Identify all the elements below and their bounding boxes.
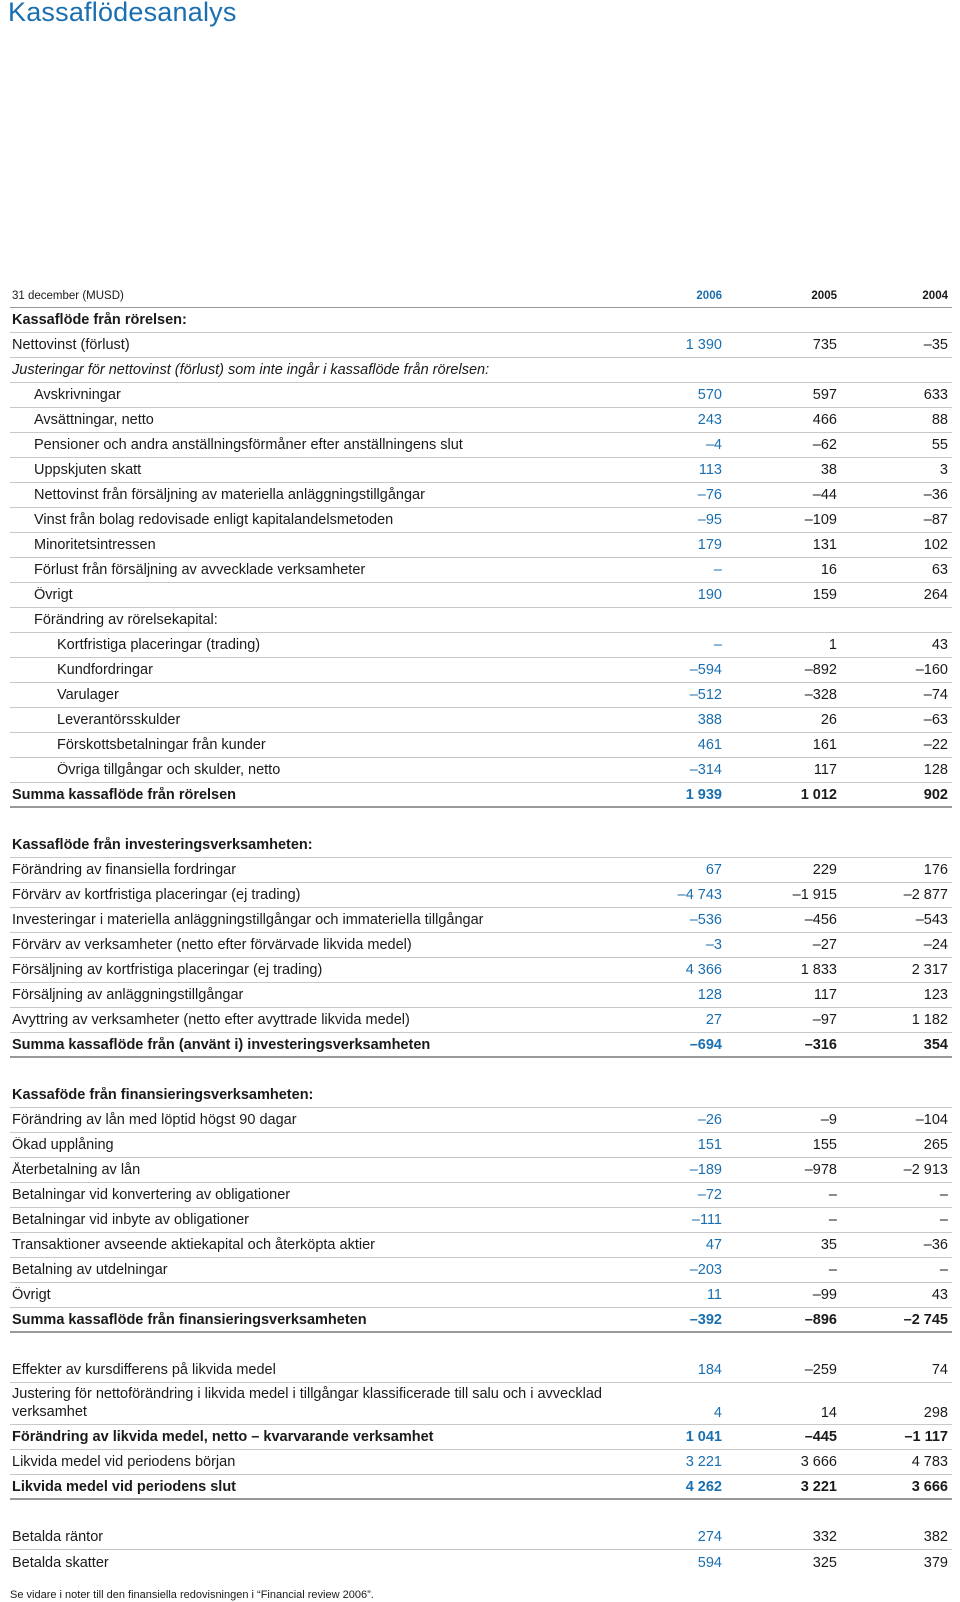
value-2004: 3 [939, 462, 948, 478]
value-2004: 633 [923, 387, 948, 403]
value-2004: 43 [931, 637, 948, 653]
table-row [10, 1425, 952, 1450]
row-label: Kortfristiga placeringar (trading) [57, 637, 261, 653]
total-row [10, 1475, 952, 1500]
section-spacer [10, 1058, 952, 1083]
table-row [10, 1208, 952, 1233]
value-2006: –392 [689, 1311, 722, 1328]
row-label: Försäljning av kortfristiga placeringar (ej trading) [12, 962, 323, 978]
value-2006: 47 [705, 1237, 722, 1253]
value-2004: 298 [923, 1405, 948, 1421]
value-2006: 113 [698, 462, 722, 478]
value-2006: 1 939 [685, 786, 722, 803]
table-row [10, 433, 952, 458]
value-2006: 274 [697, 1529, 722, 1545]
value-2006: –203 [689, 1262, 722, 1278]
value-2004: –2 877 [903, 887, 948, 903]
value-2006: 4 [713, 1405, 722, 1421]
section-heading-row [10, 308, 952, 333]
value-2005: 229 [812, 862, 837, 878]
value-2005: –99 [812, 1287, 837, 1303]
value-2004: 128 [923, 762, 948, 778]
value-2006: 243 [697, 412, 722, 428]
value-2006: – [713, 637, 722, 653]
row-label: Förändring av likvida medel, netto – kvarvarande verksamhet [12, 1429, 434, 1445]
table-row [10, 1008, 952, 1033]
value-2004: –36 [923, 487, 948, 503]
value-2004: 55 [931, 437, 948, 453]
value-2005: –259 [804, 1362, 837, 1378]
value-2006: –95 [697, 512, 722, 528]
total-row [10, 783, 952, 808]
value-2004: 382 [923, 1529, 948, 1545]
value-2005: 325 [812, 1554, 837, 1571]
table-row [10, 683, 952, 708]
value-2006: 461 [697, 737, 722, 753]
value-2006: 190 [697, 587, 722, 603]
value-2005: –978 [804, 1162, 837, 1178]
table-row [10, 1133, 952, 1158]
header-year-2004: 2004 [922, 289, 948, 302]
value-2006: –536 [689, 912, 722, 928]
value-2004: –63 [923, 712, 948, 728]
value-2005: 1 012 [800, 786, 837, 803]
value-2005: 131 [812, 537, 837, 553]
value-2004: –74 [923, 687, 948, 703]
value-2005: –27 [812, 937, 837, 953]
table-row [10, 558, 952, 583]
value-2006: 1 390 [685, 337, 722, 353]
value-2004: –160 [915, 662, 948, 678]
value-2004: –35 [923, 337, 948, 353]
row-label: Minoritetsintressen [34, 537, 156, 553]
value-2005: 161 [812, 737, 837, 753]
value-2004: 74 [931, 1362, 948, 1378]
value-2005: –316 [804, 1036, 837, 1053]
table-row [10, 333, 952, 358]
value-2005: 35 [820, 1237, 837, 1253]
value-2005: –9 [820, 1112, 837, 1128]
value-2006: 3 221 [685, 1454, 722, 1470]
value-2006: –694 [689, 1036, 722, 1053]
row-label: Betalning av utdelningar [12, 1262, 168, 1278]
section-spacer [10, 1333, 952, 1358]
value-2005: –109 [804, 512, 837, 528]
value-2006: 151 [697, 1137, 722, 1153]
value-2004: 3 666 [911, 1478, 948, 1495]
table-row [10, 1258, 952, 1283]
row-label: Kassaföde från finansieringsverksamheten: [12, 1087, 314, 1103]
value-2004: –87 [923, 512, 948, 528]
table-row [10, 583, 952, 608]
value-2005: 3 221 [800, 1478, 837, 1495]
table-row [10, 408, 952, 433]
value-2005: –892 [804, 662, 837, 678]
row-label: Avyttring av verksamheter (netto efter avyttrade likvida medel) [12, 1012, 410, 1028]
value-2004: – [939, 1187, 948, 1203]
value-2005: –97 [812, 1012, 837, 1028]
table-row [10, 933, 952, 958]
value-2004: –543 [915, 912, 948, 928]
row-label: Nettovinst från försäljning av materiella anläggningstillgångar [34, 487, 425, 503]
value-2004: 354 [923, 1036, 948, 1053]
row-label: Effekter av kursdifferens på likvida medel [12, 1362, 276, 1378]
row-label: Förskottsbetalningar från kunder [57, 737, 266, 753]
table-row [10, 958, 952, 983]
value-2006: –72 [697, 1187, 722, 1203]
row-label: Ökad upplåning [12, 1137, 114, 1153]
cash-flow-table [10, 284, 952, 1575]
row-label: Justering för nettoförändring i likvida medel i tillgångar klassificerade till salu och i avvecklad verksamhet [12, 1386, 602, 1420]
value-2005: – [828, 1187, 837, 1203]
row-label: Avskrivningar [34, 387, 121, 403]
value-2006: –4 [705, 437, 722, 453]
value-2004: 88 [931, 412, 948, 428]
value-2004: – [939, 1262, 948, 1278]
row-label: Summa kassaflöde från finansieringsverksamheten [12, 1311, 367, 1328]
row-label: Justeringar för nettovinst (förlust) som inte ingår i kassaflöde från rörelsen: [12, 362, 490, 378]
row-label: Förvärv av verksamheter (netto efter förvärvade likvida medel) [12, 937, 412, 953]
table-row [10, 533, 952, 558]
value-2005: –896 [804, 1311, 837, 1328]
table-row [10, 1383, 952, 1425]
value-2006: 11 [706, 1287, 722, 1303]
value-2006: 128 [697, 987, 722, 1003]
value-2005: 597 [812, 387, 837, 403]
row-label: Transaktioner avseende aktiekapital och återköpta aktier [12, 1237, 375, 1253]
table-row [10, 733, 952, 758]
value-2006: –3 [705, 937, 722, 953]
table-row [10, 708, 952, 733]
row-label: Kundfordringar [57, 662, 153, 678]
value-2004: 1 182 [911, 1012, 948, 1028]
value-2006: 570 [697, 387, 722, 403]
value-2004: 264 [923, 587, 948, 603]
row-label: Summa kassaflöde från (använt i) investeringsverksamheten [12, 1036, 431, 1053]
table-row [10, 983, 952, 1008]
value-2005: –44 [812, 487, 837, 503]
value-2006: 67 [705, 862, 722, 878]
table-row [10, 658, 952, 683]
value-2006: –111 [691, 1212, 722, 1228]
row-label: Förändring av lån med löptid högst 90 dagar [12, 1112, 297, 1128]
value-2006: –26 [697, 1112, 722, 1128]
value-2005: –328 [804, 687, 837, 703]
row-label: Övrigt [34, 587, 73, 603]
value-2004: 379 [923, 1554, 948, 1571]
value-2004: 265 [923, 1137, 948, 1153]
row-label: Betalningar vid konvertering av obligationer [12, 1187, 291, 1203]
table-row [10, 1158, 952, 1183]
table-row [10, 1283, 952, 1308]
footnote: Se vidare i noter till den finansiella redovisningen i “Financial review 2006”. [10, 1589, 374, 1601]
value-2005: –62 [812, 437, 837, 453]
value-2004: –24 [923, 937, 948, 953]
value-2005: 466 [812, 412, 837, 428]
row-label: Avsättningar, netto [34, 412, 154, 428]
value-2004: –36 [923, 1237, 948, 1253]
row-label: Återbetalning av lån [12, 1162, 141, 1178]
row-label: Förlust från försäljning av avvecklade verksamheter [34, 562, 366, 578]
value-2004: –22 [923, 737, 948, 753]
value-2005: 117 [813, 987, 837, 1003]
value-2005: –1 915 [792, 887, 837, 903]
header-label: 31 december (MUSD) [12, 289, 124, 302]
value-2006: 184 [697, 1362, 722, 1378]
row-label: Pensioner och andra anställningsförmåner efter anställningens slut [34, 437, 463, 453]
value-2004: 2 317 [911, 962, 948, 978]
value-2006: 4 366 [685, 962, 722, 978]
value-2006: 388 [697, 712, 722, 728]
value-2006: 179 [697, 537, 722, 553]
row-label: Betalda räntor [12, 1529, 104, 1545]
row-label: Förändring av finansiella fordringar [12, 862, 237, 878]
section-spacer [10, 1500, 952, 1525]
table-row [10, 383, 952, 408]
value-2004: 176 [923, 862, 948, 878]
header-year-2005: 2005 [811, 289, 837, 302]
table-row [10, 1525, 952, 1550]
value-2005: 1 [828, 637, 837, 653]
value-2005: 155 [812, 1137, 837, 1153]
value-2005: 735 [812, 337, 837, 353]
value-2005: 3 666 [800, 1454, 837, 1470]
value-2005: 16 [820, 562, 837, 578]
row-label: Vinst från bolag redovisade enligt kapitalandelsmetoden [34, 512, 394, 528]
value-2005: –445 [804, 1429, 837, 1445]
value-2004: 123 [923, 987, 948, 1003]
value-2005: 38 [820, 462, 837, 478]
value-2006: –76 [697, 487, 722, 503]
row-label: Likvida medel vid periodens början [12, 1454, 236, 1470]
row-label: Övriga tillgångar och skulder, netto [57, 762, 281, 778]
value-2005: 332 [812, 1529, 837, 1545]
value-2006: –4 743 [677, 887, 722, 903]
value-2006: –594 [689, 662, 722, 678]
row-label: Investeringar i materiella anläggningstillgångar och immateriella tillgångar [12, 912, 484, 928]
table-row [10, 858, 952, 883]
value-2006: 27 [705, 1012, 722, 1028]
value-2004: –104 [915, 1112, 948, 1128]
section-heading-row [10, 1083, 952, 1108]
value-2004: 4 783 [911, 1454, 948, 1470]
total-row [10, 1033, 952, 1058]
table-row [10, 633, 952, 658]
value-2005: 1 833 [800, 962, 837, 978]
value-2004: –1 117 [904, 1429, 948, 1445]
value-2005: –456 [804, 912, 837, 928]
value-2006: –189 [689, 1162, 722, 1178]
page-title: Kassaflödesanalys [8, 0, 237, 27]
value-2004: 902 [923, 786, 948, 803]
value-2005: – [828, 1262, 837, 1278]
table-row [10, 758, 952, 783]
value-2004: –2 745 [903, 1311, 948, 1328]
table-row [10, 1233, 952, 1258]
table-header [10, 284, 952, 308]
value-2006: 4 262 [685, 1478, 722, 1495]
value-2005: – [828, 1212, 837, 1228]
value-2004: – [939, 1212, 948, 1228]
value-2006: –512 [689, 687, 722, 703]
table-row [10, 608, 952, 633]
row-label: Betalningar vid inbyte av obligationer [12, 1212, 249, 1228]
row-label: Leverantörsskulder [57, 712, 181, 728]
value-2004: 43 [931, 1287, 948, 1303]
section-spacer [10, 808, 952, 833]
row-label: Förändring av rörelsekapital: [34, 612, 218, 628]
row-label: Varulager [57, 687, 119, 703]
value-2004: –2 913 [903, 1162, 948, 1178]
value-2005: 26 [820, 712, 837, 728]
table-row [10, 1550, 952, 1575]
section-heading-row [10, 833, 952, 858]
table-row [10, 883, 952, 908]
value-2004: 102 [923, 537, 948, 553]
value-2006: –314 [689, 762, 722, 778]
value-2006: – [713, 562, 722, 578]
row-label: Betalda skatter [12, 1554, 109, 1571]
value-2004: 63 [931, 562, 948, 578]
table-row [10, 1108, 952, 1133]
total-row [10, 1308, 952, 1333]
row-label: Uppskjuten skatt [34, 462, 142, 478]
row-label: Försäljning av anläggningstillgångar [12, 987, 244, 1003]
value-2005: 117 [813, 762, 837, 778]
table-row [10, 1183, 952, 1208]
value-2005: 14 [820, 1405, 837, 1421]
value-2006: 594 [697, 1554, 722, 1571]
header-year-2006: 2006 [696, 289, 722, 302]
table-row [10, 508, 952, 533]
value-2006: 1 041 [685, 1429, 722, 1445]
table-row [10, 1450, 952, 1475]
table-row [10, 358, 952, 383]
value-2005: 159 [812, 587, 837, 603]
row-label: Summa kassaflöde från rörelsen [12, 786, 237, 803]
row-label: Nettovinst (förlust) [12, 337, 130, 353]
row-label: Kassaflöde från rörelsen: [12, 312, 187, 328]
row-label: Övrigt [12, 1287, 51, 1303]
row-label: Likvida medel vid periodens slut [12, 1478, 237, 1495]
row-label: Förvärv av kortfristiga placeringar (ej trading) [12, 887, 301, 903]
table-row [10, 458, 952, 483]
table-row [10, 483, 952, 508]
table-row [10, 1358, 952, 1383]
table-row [10, 908, 952, 933]
row-label: Kassaflöde från investeringsverksamheten: [12, 837, 313, 853]
